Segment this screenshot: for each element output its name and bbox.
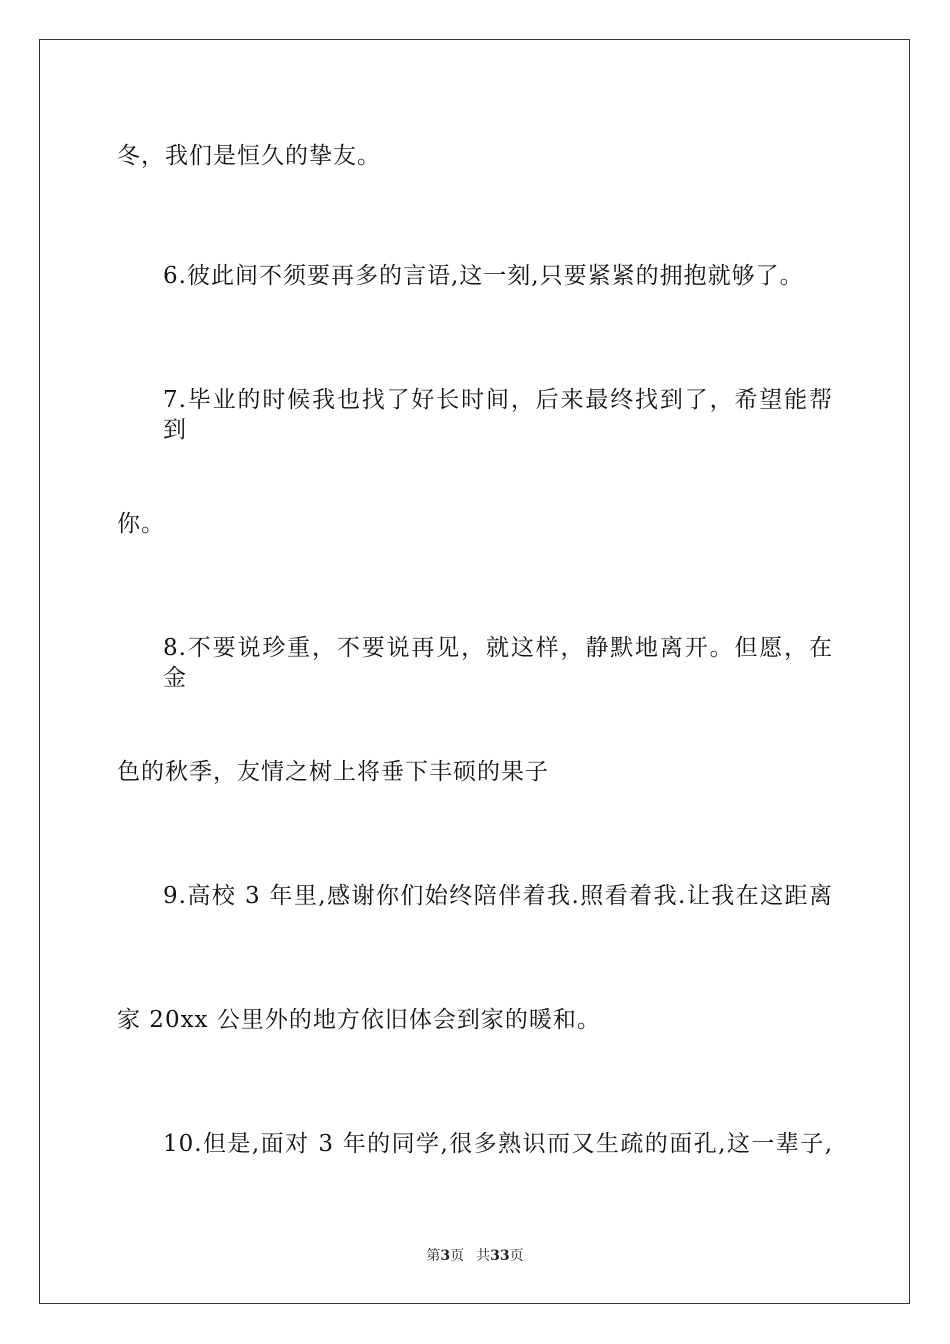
paragraph-line: 9.高校 3 年里,感谢你们始终陪伴着我.照看着我.让我在这距离 <box>163 883 833 909</box>
footer-page-number: 3 <box>440 1248 451 1264</box>
paragraph-line: 色的秋季，友情之树上将垂下丰硕的果子 <box>117 759 549 785</box>
footer-page-suffix: 页 <box>450 1248 465 1264</box>
paragraph-line: 家 20xx 公里外的地方依旧体会到家的暖和。 <box>117 1007 601 1033</box>
paragraph-line: 冬，我们是恒久的挚友。 <box>117 143 381 169</box>
paragraph-line: 8.不要说珍重，不要说再见，就这样，静默地离开。但愿，在金 <box>163 635 833 691</box>
paragraph-line: 6.彼此间不须要再多的言语,这一刻,只要紧紧的拥抱就够了。 <box>163 263 804 289</box>
footer-total-suffix: 页 <box>509 1248 524 1264</box>
footer-total-pages: 33 <box>490 1248 510 1264</box>
footer-page-prefix: 第 <box>426 1248 441 1264</box>
footer-total-prefix: 共 <box>476 1248 491 1264</box>
page-footer <box>0 1247 950 1265</box>
paragraph-line: 你。 <box>117 511 165 537</box>
paragraph-line: 10.但是,面对 3 年的同学,很多熟识而又生疏的面孔,这一辈子, <box>163 1131 833 1157</box>
paragraph-line: 7.毕业的时候我也找了好长时间，后来最终找到了，希望能帮到 <box>163 387 833 443</box>
